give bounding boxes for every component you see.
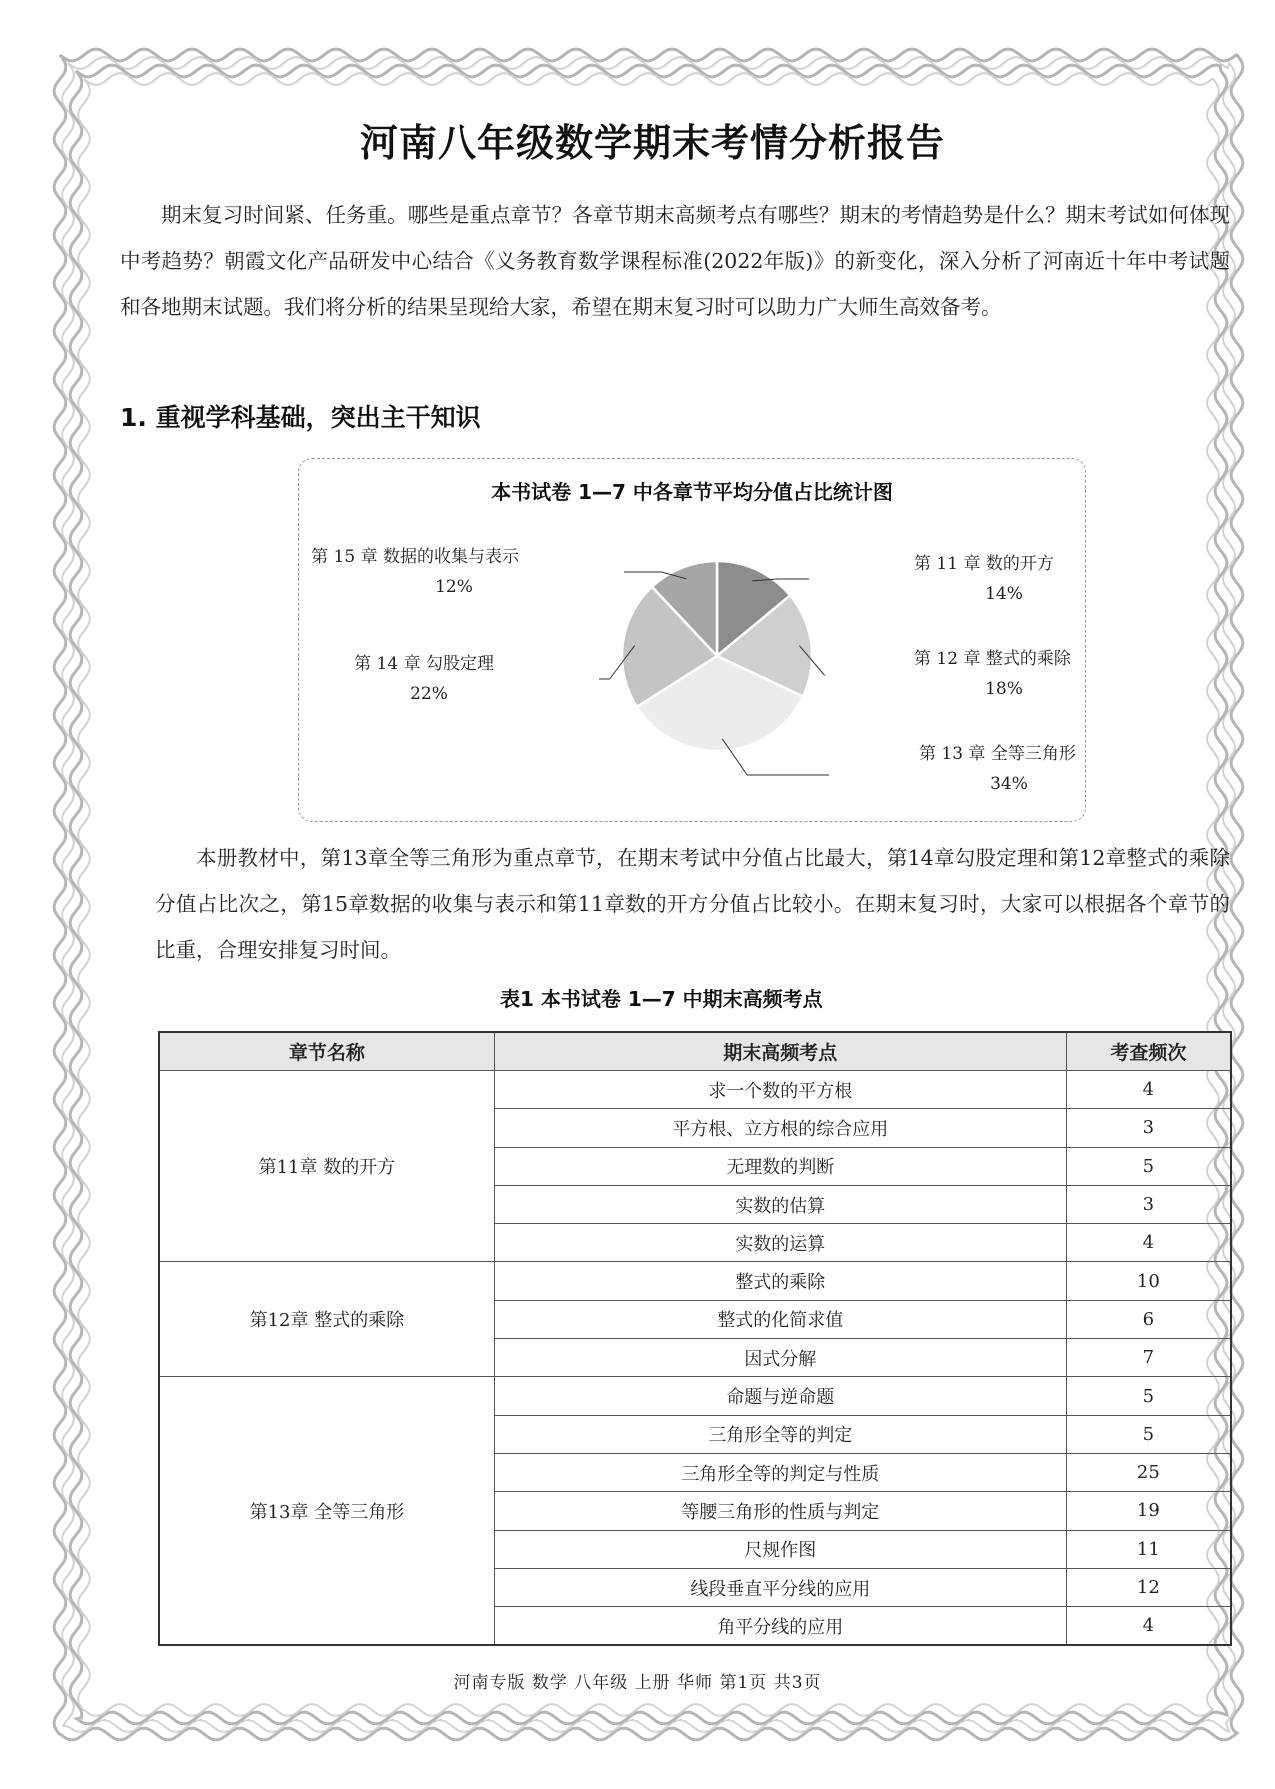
- header-point: 期末高频考点: [494, 1032, 1066, 1071]
- count-cell: 3: [1066, 1109, 1231, 1147]
- slice-label: 第 12 章 整式的乘除: [914, 649, 1071, 669]
- analysis-paragraph: 本册教材中，第13章全等三角形为重点章节，在期末考试中分值占比最大，第14章勾股定理和第12章整式的乘除分值占比次之，第15章数据的收集与表示和第11章数的开方分值占比较小。在期末复习时，大家可以根据各个章节的比重，合理安排复习时间。: [155, 846, 1230, 962]
- point-cell: 命题与逆命题: [494, 1377, 1066, 1415]
- point-cell: 实数的运算: [494, 1224, 1066, 1262]
- section-heading: 1. 重视学科基础，突出主干知识: [120, 403, 481, 432]
- table-header-row: [159, 1032, 1231, 1071]
- table-row: [159, 1377, 1231, 1415]
- header-count: 考查频次: [1066, 1032, 1231, 1071]
- table-row: [159, 1262, 1231, 1300]
- slice-label: 第 11 章 数的开方: [914, 554, 1054, 574]
- count-cell: 3: [1066, 1185, 1231, 1223]
- count-cell: 5: [1066, 1415, 1231, 1453]
- slice-value-label: 12%: [435, 577, 473, 597]
- point-cell: 实数的估算: [494, 1185, 1066, 1223]
- chart-title: 本书试卷 1—7 中各章节平均分值占比统计图: [491, 480, 893, 504]
- point-cell: 三角形全等的判定与性质: [494, 1453, 1066, 1491]
- point-cell: 尺规作图: [494, 1530, 1066, 1568]
- point-cell: 无理数的判断: [494, 1147, 1066, 1185]
- point-cell: 平方根、立方根的综合应用: [494, 1109, 1066, 1147]
- pie-chart: [299, 459, 1085, 821]
- count-cell: 5: [1066, 1377, 1231, 1415]
- slice-label: 第 15 章 数据的收集与表示: [311, 547, 519, 567]
- count-cell: 5: [1066, 1147, 1231, 1185]
- count-cell: 4: [1066, 1071, 1231, 1109]
- point-cell: 三角形全等的判定: [494, 1415, 1066, 1453]
- slice-value-label: 34%: [990, 774, 1028, 794]
- count-cell: 6: [1066, 1300, 1231, 1338]
- point-cell: 整式的化简求值: [494, 1300, 1066, 1338]
- point-cell: 求一个数的平方根: [494, 1071, 1066, 1109]
- table-row: [159, 1071, 1231, 1109]
- chapter-cell: 第13章 全等三角形: [159, 1377, 494, 1646]
- count-cell: 11: [1066, 1530, 1231, 1568]
- count-cell: 12: [1066, 1568, 1231, 1606]
- slice-value-label: 18%: [985, 679, 1023, 699]
- slice-label: 第 14 章 勾股定理: [354, 654, 494, 674]
- page-footer: 河南专版 数学 八年级 上册 华师 第1页 共3页: [453, 1673, 822, 1693]
- point-cell: 整式的乘除: [494, 1262, 1066, 1300]
- pie-chart-box: [298, 458, 1086, 822]
- point-cell: 线段垂直平分线的应用: [494, 1568, 1066, 1606]
- point-cell: 角平分线的应用: [494, 1607, 1066, 1646]
- count-cell: 7: [1066, 1339, 1231, 1377]
- point-cell: 等腰三角形的性质与判定: [494, 1492, 1066, 1530]
- point-cell: 因式分解: [494, 1339, 1066, 1377]
- count-cell: 4: [1066, 1607, 1231, 1646]
- slice-value-label: 14%: [985, 584, 1023, 604]
- count-cell: 25: [1066, 1453, 1231, 1491]
- page-title: 河南八年级数学期末考情分析报告: [360, 121, 946, 165]
- slice-value-label: 22%: [410, 684, 448, 704]
- count-cell: 4: [1066, 1224, 1231, 1262]
- count-cell: 19: [1066, 1492, 1231, 1530]
- chapter-cell: 第11章 数的开方: [159, 1071, 494, 1262]
- intro-paragraph: 期末复习时间紧、任务重。哪些是重点章节？各章节期末高频考点有哪些？期末的考情趋势是什么？期末考试如何体现中考趋势？朝霞文化产品研发中心结合《义务教育数学课程标准(2022年版)》的新变化，深入分析了河南近十年中考试题和各地期末试题。我们将分析的结果呈现给大家，希望在期末复习时可以助力广大师生高效备考。: [120, 203, 1230, 319]
- slice-label: 第 13 章 全等三角形: [919, 744, 1076, 764]
- table-caption: 表1 本书试卷 1—7 中期末高频考点: [500, 987, 823, 1011]
- count-cell: 10: [1066, 1262, 1231, 1300]
- chapter-cell: 第12章 整式的乘除: [159, 1262, 494, 1377]
- frequency-table: [158, 1031, 1232, 1646]
- header-chapter: 章节名称: [159, 1032, 494, 1071]
